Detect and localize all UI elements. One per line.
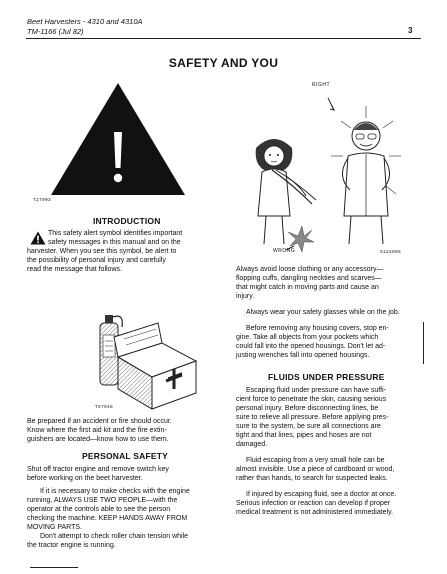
firstaid-line-2: Know where the first aid kit and the fire extin- bbox=[27, 427, 167, 434]
ps-p2-line-2: running, ALWAYS USE TWO PEOPLE—with the bbox=[27, 497, 178, 504]
header-rule bbox=[26, 38, 421, 39]
safety-alert-icon bbox=[30, 231, 46, 245]
ps-p2-line-4: checking the machine. KEEP HANDS AWAY FROM bbox=[27, 515, 188, 522]
clothing-cartoon-figure bbox=[236, 86, 416, 256]
ps-p1-line-1: Shut off tractor engine and remove switch key bbox=[27, 466, 169, 473]
rc-p2-line-1: Always wear your safety glasses while on the job. bbox=[246, 309, 400, 316]
intro-line-1: This safety alert symbol identifies important bbox=[48, 230, 183, 237]
rc-p3-line-4: justing wrenches fall into opened housings. bbox=[236, 352, 370, 359]
introduction-heading: INTRODUCTION bbox=[93, 216, 161, 226]
ps-p3-line-2: the tractor engine is running. bbox=[27, 542, 116, 549]
fl-p2-line-3: rather than hands, to search for suspected leaks. bbox=[236, 475, 388, 482]
cartoon-figure-code: S124806 bbox=[380, 250, 402, 255]
cartoon-right-label: RIGHT bbox=[312, 82, 331, 88]
ps-p3-line-1: Don't attempt to check roller chain tension while bbox=[40, 533, 189, 540]
safety-alert-triangle-figure bbox=[48, 80, 188, 198]
fl-p1-line-4: sure to relieve all pressure. Before applying pres- bbox=[236, 414, 389, 421]
rc-p1-line-3: that might catch in moving parts and cause an bbox=[236, 284, 379, 291]
firstaid-figure-code: T57948 bbox=[95, 405, 114, 410]
firstaid-line-3: guishers are located—know how to use them. bbox=[27, 436, 169, 443]
personal-safety-heading: PERSONAL SAFETY bbox=[82, 451, 168, 461]
rc-p1-line-1: Always avoid loose clothing or any accessory— bbox=[236, 266, 384, 273]
ps-p2-line-5: MOVING PARTS. bbox=[27, 524, 82, 531]
firstaid-line-1: Be prepared if an accident or fire should occur. bbox=[27, 418, 172, 425]
manual-code: TM-1166 (Jul 82) bbox=[27, 27, 84, 36]
fl-p1-line-5: sure to the system, be sure all connections are bbox=[236, 423, 381, 430]
revision-bar bbox=[423, 322, 424, 364]
rc-p3-line-1: Before removing any housing covers, stop en- bbox=[246, 325, 389, 332]
warning-figure-code: T27903 bbox=[33, 198, 52, 203]
page-number: 3 bbox=[408, 26, 413, 35]
intro-line-2: safety messages in this manual and on the bbox=[48, 239, 181, 246]
page-title: SAFETY AND YOU bbox=[168, 56, 279, 70]
rc-p3-line-3: could fall into the opened housings. Don't let ad- bbox=[236, 343, 386, 350]
fl-p1-line-1: Escaping fluid under pressure can have suffi- bbox=[246, 387, 386, 394]
fl-p1-line-3: personal injury. Before disconnecting lines, be bbox=[236, 405, 379, 412]
rc-p1-line-4: injury. bbox=[236, 293, 255, 300]
first-aid-kit-figure bbox=[92, 305, 202, 413]
fl-p1-line-7: damaged. bbox=[236, 441, 268, 448]
intro-line-5: read the message that follows. bbox=[27, 266, 122, 273]
intro-line-4: the possibility of personal injury and carefully bbox=[27, 257, 166, 264]
fl-p1-line-2: cient force to penetrate the skin, causing serious bbox=[236, 396, 387, 403]
fl-p3-line-2: Serious infection or reaction can develop if proper bbox=[236, 500, 391, 507]
manual-title: Beet Harvesters - 4310 and 4310A bbox=[27, 17, 143, 26]
ps-p2-line-3: operator at the controls able to see the person bbox=[27, 506, 171, 513]
intro-line-3: harvester. When you see this symbol, be alert to bbox=[27, 248, 177, 255]
ps-p2-line-1: If it is necessary to make checks with the engine bbox=[40, 488, 190, 495]
rc-p3-line-2: gine. Take all objects from your pockets which bbox=[236, 334, 379, 341]
fluids-heading: FLUIDS UNDER PRESSURE bbox=[268, 372, 385, 382]
fl-p2-line-2: almost invisible. Use a piece of cardboard or wood, bbox=[236, 466, 395, 473]
fl-p1-line-6: tight and that lines, pipes and hoses are not bbox=[236, 432, 372, 439]
fl-p2-line-1: Fluid escaping from a very small hole can be bbox=[246, 457, 385, 464]
footer-rule bbox=[30, 567, 78, 568]
rc-p1-line-2: flopping cuffs, dangling neckties and scarves— bbox=[236, 275, 382, 282]
cartoon-wrong-label: WRONG bbox=[273, 248, 296, 254]
fl-p3-line-3: medical treatment is not administered immediately. bbox=[236, 509, 394, 516]
ps-p1-line-2: before working on the beet harvester. bbox=[27, 475, 143, 482]
fl-p3-line-1: If injured by escaping fluid, see a doctor at once. bbox=[246, 491, 397, 498]
